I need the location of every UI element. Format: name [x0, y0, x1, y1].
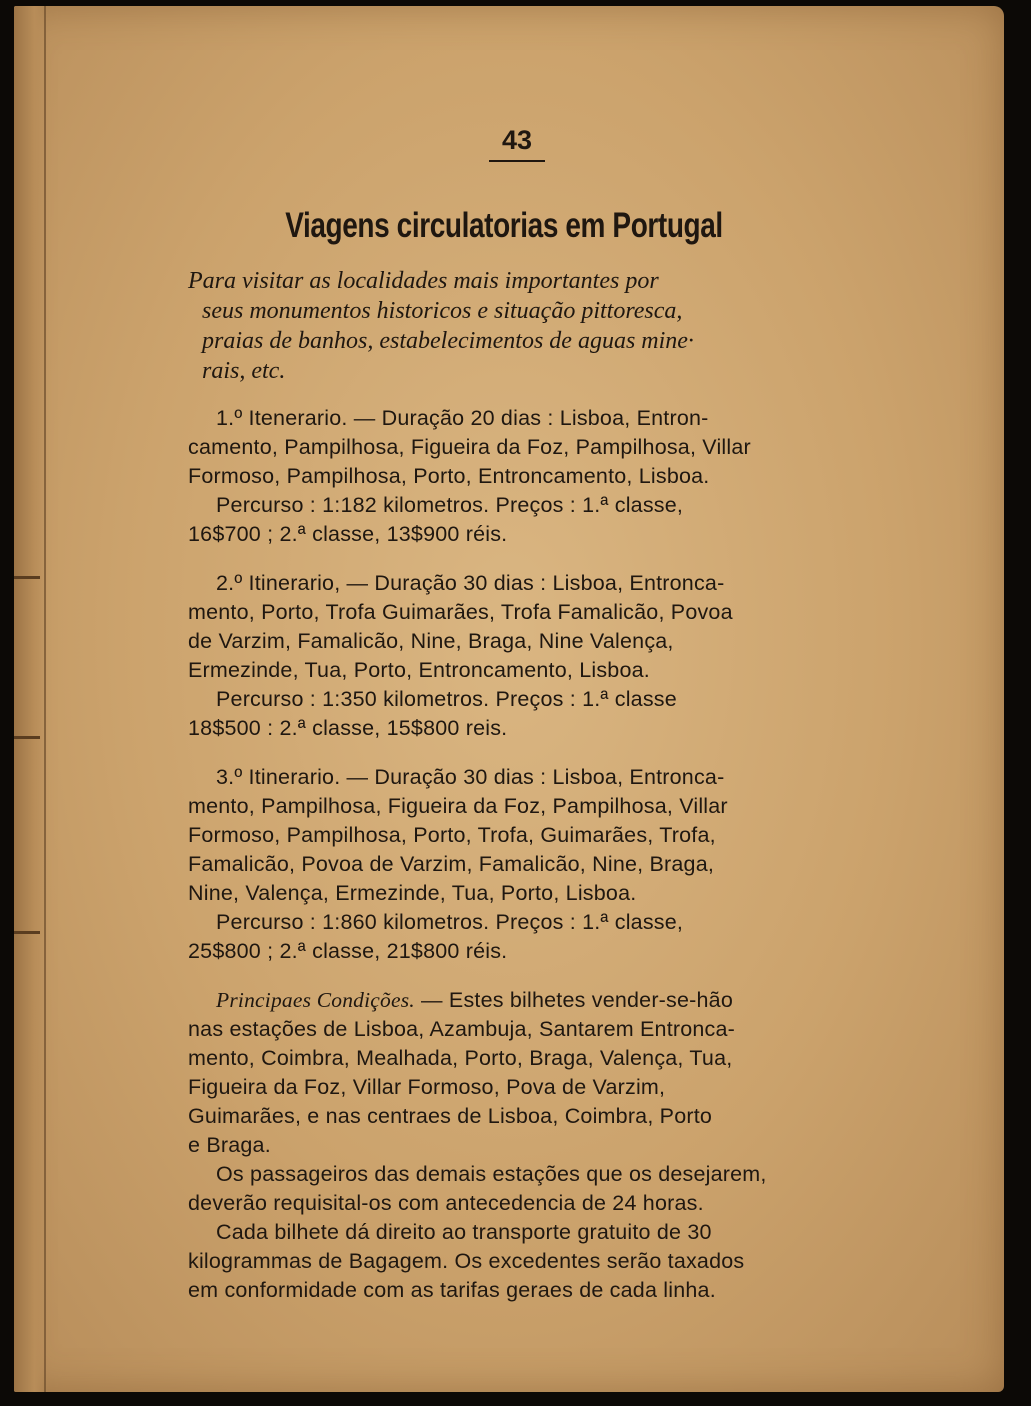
subtitle-line: seus monumentos historicos e situação pittoresca,: [202, 298, 683, 324]
baggage-line: em conformidade com as tarifas geraes de cada linha.: [188, 1278, 716, 1302]
conditions-line: mento, Coimbra, Mealhada, Porto, Braga, Valença, Tua,: [188, 1046, 733, 1070]
itinerary-line: Formoso, Pampilhosa, Porto, Entroncamento, Lisboa.: [188, 464, 710, 488]
passengers-line: deverão requisital-os com antecedencia de 24 horas.: [188, 1191, 704, 1215]
itinerary-line: Percurso : 1:860 kilometros. Preços : 1.ª classe,: [216, 910, 684, 934]
page-title: Viagens circulatorias em Portugal: [285, 206, 723, 245]
itinerary-3: [188, 763, 820, 966]
itinerary-line: 1.º Itenerario. — Duração 20 dias : Lisboa, Entron-: [216, 406, 709, 430]
itinerary-line: camento, Pampilhosa, Figueira da Foz, Pampilhosa, Villar: [188, 435, 751, 459]
itinerary-line: 2.º Itinerario, — Duração 30 dias : Lisboa, Entronca-: [216, 571, 725, 595]
page-number-rule: [489, 160, 545, 162]
binding-mark: [14, 736, 40, 739]
binding-line: [44, 6, 46, 1392]
conditions-line: Figueira da Foz, Villar Formoso, Pova de Varzim,: [188, 1075, 666, 1099]
conditions-text: — Estes bilhetes vender-se-hão: [414, 988, 733, 1012]
subtitle-line: Para visitar as localidades mais importantes por: [188, 268, 659, 294]
binding-mark: [14, 576, 40, 579]
binding-mark: [14, 931, 40, 934]
itinerary-line: de Varzim, Famalicão, Nine, Braga, Nine Valença,: [188, 629, 674, 653]
page-number: 43: [501, 125, 533, 155]
conditions-line: nas estações de Lisboa, Azambuja, Santarem Entronca-: [188, 1017, 736, 1041]
itinerary-line: Nine, Valença, Ermezinde, Tua, Porto, Lisboa.: [188, 881, 637, 905]
itinerary-line: Formoso, Pampilhosa, Porto, Trofa, Guimarães, Trofa,: [188, 823, 716, 847]
book-page: [14, 6, 1004, 1392]
page-content: [188, 124, 820, 1305]
itinerary-line: 16$700 ; 2.ª classe, 13$900 réis.: [188, 522, 508, 546]
itinerary-line: 18$500 : 2.ª classe, 15$800 reis.: [188, 716, 508, 740]
subtitle-line: praias de banhos, estabelecimentos de aguas mine·: [202, 328, 694, 354]
itinerary-line: 3.º Itinerario. — Duração 30 dias : Lisboa, Entronca-: [216, 765, 725, 789]
baggage-line: kilogrammas de Bagagem. Os excedentes serão taxados: [188, 1249, 745, 1273]
itinerary-line: Ermezinde, Tua, Porto, Entroncamento, Lisboa.: [188, 658, 650, 682]
itinerary-line: Percurso : 1:350 kilometros. Preços : 1.ª classe: [216, 687, 677, 711]
itinerary-2: [188, 569, 820, 743]
page-gutter: [14, 6, 48, 1392]
conditions-line: e Braga.: [188, 1133, 271, 1157]
subtitle: [188, 266, 820, 386]
itinerary-line: mento, Pampilhosa, Figueira da Foz, Pampilhosa, Villar: [188, 794, 728, 818]
conditions: [188, 986, 820, 1305]
conditions-line: Guimarães, e nas centraes de Lisboa, Coimbra, Porto: [188, 1104, 713, 1128]
itinerary-line: mento, Porto, Trofa Guimarães, Trofa Famalicão, Povoa: [188, 600, 733, 624]
passengers-line: Os passageiros das demais estações que os desejarem,: [216, 1162, 767, 1186]
subtitle-line: rais, etc.: [202, 358, 286, 384]
baggage-line: Cada bilhete dá direito ao transporte gratuito de 30: [216, 1220, 712, 1244]
itinerary-line: Famalicão, Povoa de Varzim, Famalicão, Nine, Braga,: [188, 852, 715, 876]
itinerary-line: Percurso : 1:182 kilometros. Preços : 1.ª classe,: [216, 493, 684, 517]
itinerary-1: [188, 404, 820, 549]
conditions-first-line: [188, 986, 820, 1015]
conditions-heading: Principaes Condições.: [216, 988, 415, 1012]
itinerary-line: 25$800 ; 2.ª classe, 21$800 réis.: [188, 939, 508, 963]
